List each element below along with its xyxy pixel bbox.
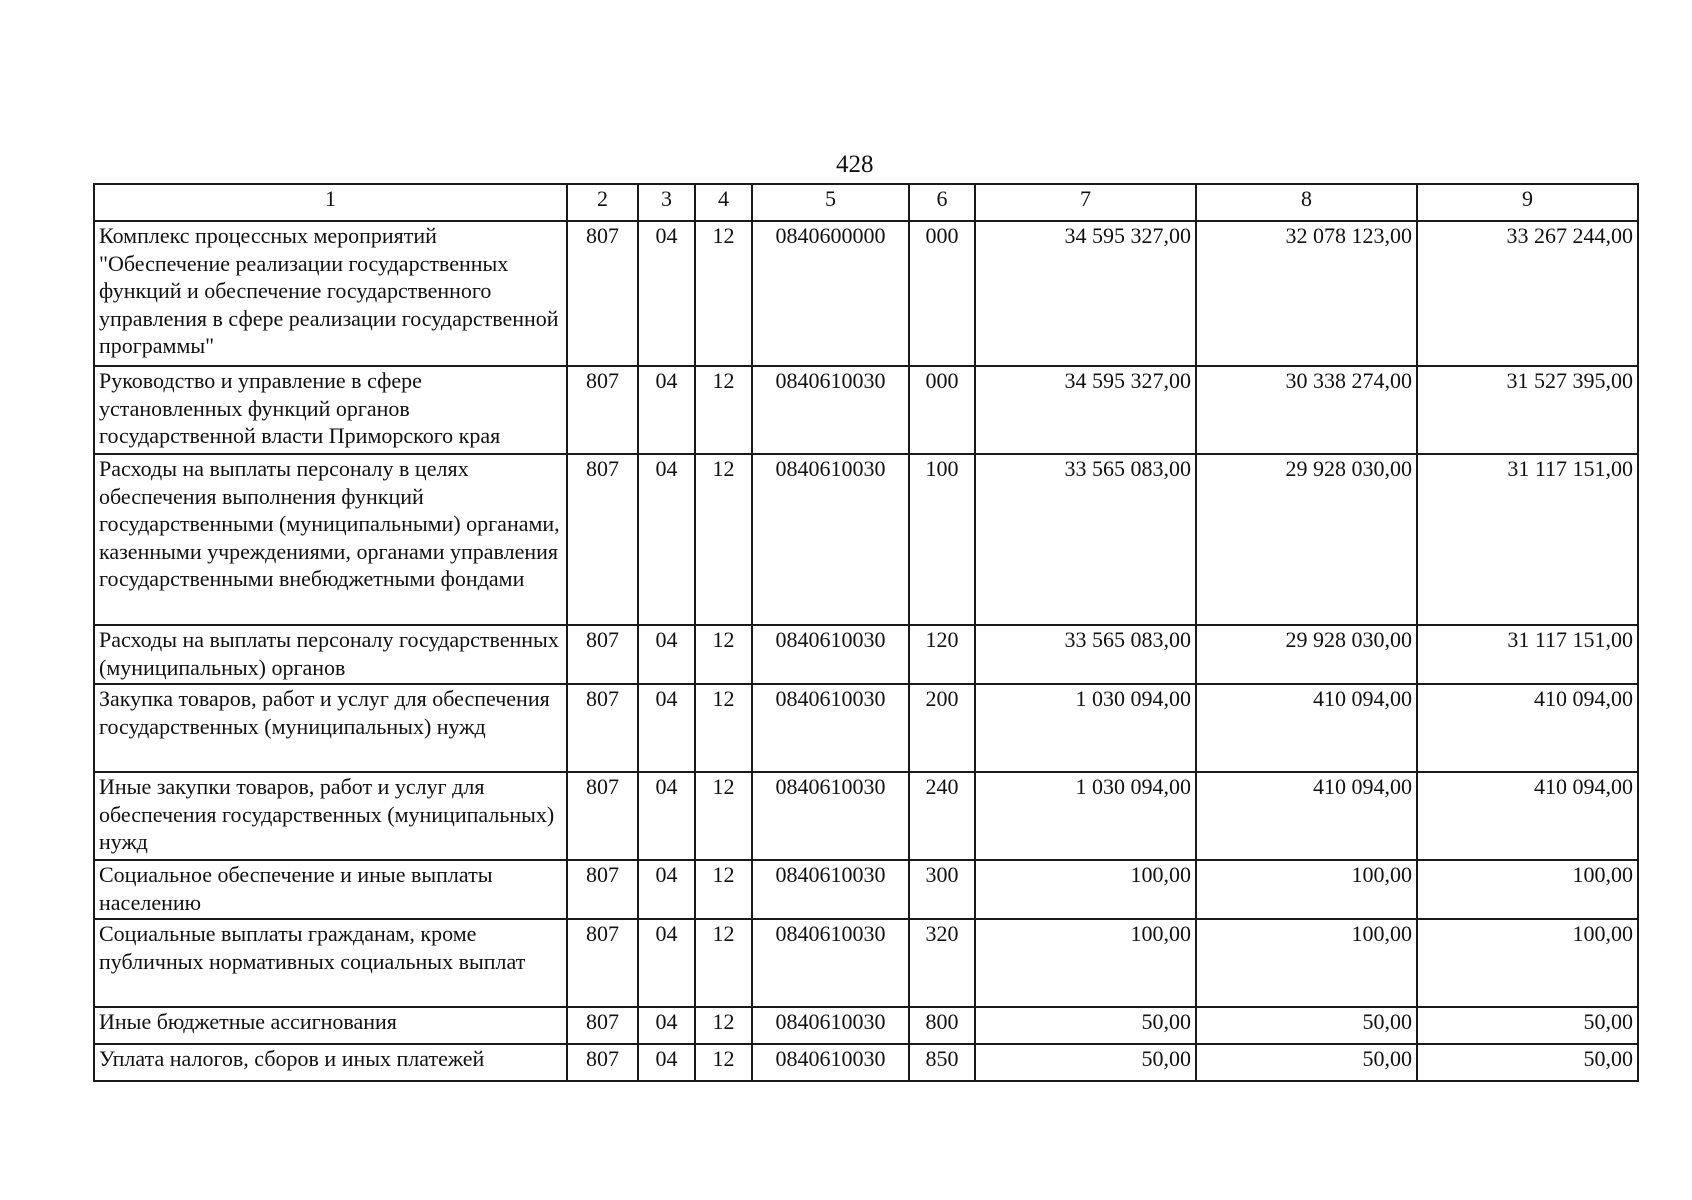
row-code-expense-type: 320: [909, 919, 975, 1007]
table-row: [94, 454, 1638, 625]
row-code-subsection: 12: [695, 684, 752, 772]
row-code-expense-type: 000: [909, 221, 975, 366]
row-amount-col8: 29 928 030,00: [1196, 625, 1417, 684]
row-name: Закупка товаров, работ и услуг для обеспечения государственных (муниципальных) нужд: [94, 684, 567, 772]
row-code-subsection: 12: [695, 1007, 752, 1044]
row-name: Иные закупки товаров, работ и услуг для обеспечения государственных (муниципальных) нужд: [94, 772, 567, 860]
column-header-9: 9: [1417, 184, 1638, 221]
row-amount-col8: 410 094,00: [1196, 684, 1417, 772]
row-code-expense-type: 300: [909, 860, 975, 919]
row-code-section: 04: [638, 1044, 695, 1081]
row-amount-col9: 410 094,00: [1417, 772, 1638, 860]
row-amount-col9: 50,00: [1417, 1007, 1638, 1044]
row-code-expense-type: 850: [909, 1044, 975, 1081]
row-amount-col9: 31 117 151,00: [1417, 454, 1638, 625]
column-header-6: 6: [909, 184, 975, 221]
row-amount-col8: 30 338 274,00: [1196, 366, 1417, 454]
row-amount-col9: 31 527 395,00: [1417, 366, 1638, 454]
table-row: [94, 684, 1638, 772]
row-amount-col7: 50,00: [975, 1007, 1196, 1044]
row-amount-col7: 100,00: [975, 919, 1196, 1007]
row-code-target: 0840610030: [752, 1044, 909, 1081]
row-code-section: 04: [638, 1007, 695, 1044]
row-code-ministry: 807: [567, 1007, 638, 1044]
row-amount-col9: 100,00: [1417, 860, 1638, 919]
row-code-section: 04: [638, 625, 695, 684]
column-header-7: 7: [975, 184, 1196, 221]
row-code-target: 0840610030: [752, 684, 909, 772]
row-amount-col7: 33 565 083,00: [975, 454, 1196, 625]
row-code-expense-type: 000: [909, 366, 975, 454]
column-header-8: 8: [1196, 184, 1417, 221]
row-name: Расходы на выплаты персоналу в целях обеспечения выполнения функций государственными (муниципальными) органами, казенными учреждениями, органами управления государственными внебюджетными фондами: [94, 454, 567, 625]
row-code-expense-type: 120: [909, 625, 975, 684]
row-code-ministry: 807: [567, 684, 638, 772]
row-code-target: 0840610030: [752, 772, 909, 860]
row-code-target: 0840600000: [752, 221, 909, 366]
table-row: [94, 1007, 1638, 1044]
column-header-1: 1: [94, 184, 567, 221]
row-code-target: 0840610030: [752, 860, 909, 919]
table-row: [94, 625, 1638, 684]
table-row: [94, 1044, 1638, 1081]
row-amount-col9: 50,00: [1417, 1044, 1638, 1081]
row-code-expense-type: 100: [909, 454, 975, 625]
row-code-section: 04: [638, 366, 695, 454]
row-code-subsection: 12: [695, 221, 752, 366]
row-code-subsection: 12: [695, 860, 752, 919]
row-amount-col8: 100,00: [1196, 860, 1417, 919]
row-code-subsection: 12: [695, 454, 752, 625]
row-amount-col8: 410 094,00: [1196, 772, 1417, 860]
row-code-expense-type: 800: [909, 1007, 975, 1044]
table-row: [94, 860, 1638, 919]
row-amount-col7: 34 595 327,00: [975, 221, 1196, 366]
row-amount-col7: 33 565 083,00: [975, 625, 1196, 684]
budget-table: [93, 183, 1639, 1082]
row-code-subsection: 12: [695, 625, 752, 684]
row-code-subsection: 12: [695, 366, 752, 454]
row-amount-col8: 50,00: [1196, 1044, 1417, 1081]
row-amount-col9: 410 094,00: [1417, 684, 1638, 772]
row-code-expense-type: 200: [909, 684, 975, 772]
row-code-section: 04: [638, 684, 695, 772]
row-code-section: 04: [638, 221, 695, 366]
row-amount-col7: 1 030 094,00: [975, 684, 1196, 772]
row-code-subsection: 12: [695, 772, 752, 860]
row-amount-col9: 31 117 151,00: [1417, 625, 1638, 684]
row-name: Социальное обеспечение и иные выплаты населению: [94, 860, 567, 919]
row-code-ministry: 807: [567, 860, 638, 919]
row-code-target: 0840610030: [752, 366, 909, 454]
row-code-ministry: 807: [567, 1044, 638, 1081]
row-code-subsection: 12: [695, 1044, 752, 1081]
table-row: [94, 221, 1638, 366]
row-code-ministry: 807: [567, 772, 638, 860]
row-name: Иные бюджетные ассигнования: [94, 1007, 567, 1044]
row-code-target: 0840610030: [752, 919, 909, 1007]
row-code-ministry: 807: [567, 366, 638, 454]
page-number: 428: [836, 151, 874, 178]
row-code-target: 0840610030: [752, 625, 909, 684]
row-code-section: 04: [638, 454, 695, 625]
row-amount-col7: 1 030 094,00: [975, 772, 1196, 860]
row-amount-col8: 100,00: [1196, 919, 1417, 1007]
row-code-ministry: 807: [567, 454, 638, 625]
row-name: Социальные выплаты гражданам, кроме публичных нормативных социальных выплат: [94, 919, 567, 1007]
row-amount-col8: 29 928 030,00: [1196, 454, 1417, 625]
row-amount-col9: 100,00: [1417, 919, 1638, 1007]
row-code-section: 04: [638, 772, 695, 860]
row-code-subsection: 12: [695, 919, 752, 1007]
column-header-3: 3: [638, 184, 695, 221]
row-code-target: 0840610030: [752, 454, 909, 625]
row-code-ministry: 807: [567, 919, 638, 1007]
row-code-ministry: 807: [567, 221, 638, 366]
table-row: [94, 366, 1638, 454]
row-amount-col7: 100,00: [975, 860, 1196, 919]
row-name: Расходы на выплаты персоналу государственных (муниципальных) органов: [94, 625, 567, 684]
column-header-4: 4: [695, 184, 752, 221]
row-code-ministry: 807: [567, 625, 638, 684]
column-header-5: 5: [752, 184, 909, 221]
row-amount-col7: 50,00: [975, 1044, 1196, 1081]
row-name: Комплекс процессных мероприятий "Обеспечение реализации государственных функций и обеспечение государственного управления в сфере реализации государственной программы": [94, 221, 567, 366]
row-name: Уплата налогов, сборов и иных платежей: [94, 1044, 567, 1081]
table-row: [94, 919, 1638, 1007]
row-amount-col9: 33 267 244,00: [1417, 221, 1638, 366]
row-code-section: 04: [638, 860, 695, 919]
row-code-section: 04: [638, 919, 695, 1007]
table-row: [94, 772, 1638, 860]
row-amount-col8: 50,00: [1196, 1007, 1417, 1044]
row-code-expense-type: 240: [909, 772, 975, 860]
header-row: [94, 184, 1638, 221]
row-amount-col8: 32 078 123,00: [1196, 221, 1417, 366]
column-header-2: 2: [567, 184, 638, 221]
row-name: Руководство и управление в сфере установленных функций органов государственной власти Приморского края: [94, 366, 567, 454]
row-amount-col7: 34 595 327,00: [975, 366, 1196, 454]
row-code-target: 0840610030: [752, 1007, 909, 1044]
